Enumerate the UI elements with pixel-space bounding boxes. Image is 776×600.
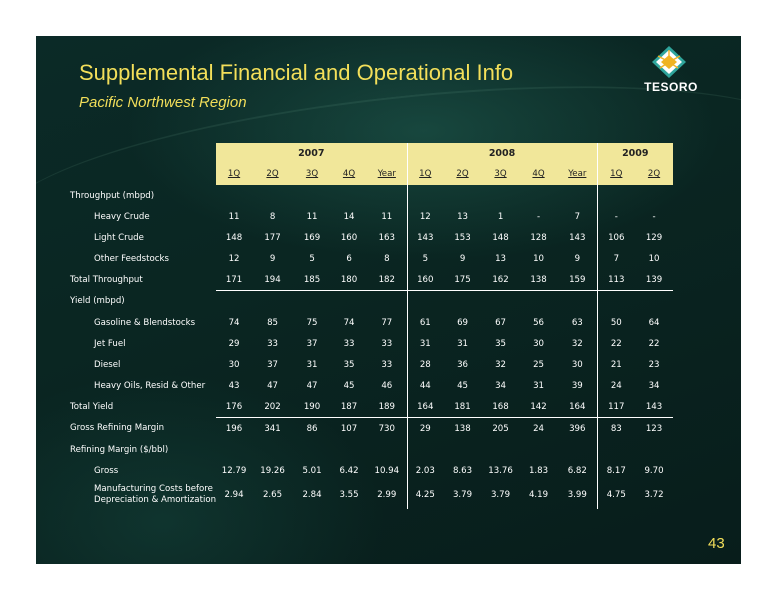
table-cell: 13.76	[488, 465, 513, 476]
table-cell: 47	[306, 380, 318, 391]
row-label	[70, 354, 216, 375]
table-cell: 5	[422, 253, 429, 264]
table-cell: 106	[608, 232, 625, 243]
table-cell: 31	[306, 359, 318, 370]
row-label	[70, 439, 216, 460]
table-cell-empty	[519, 185, 558, 206]
table-row	[70, 481, 673, 509]
row-label-text: Refining Margin ($/bbl)	[70, 444, 169, 455]
table-cell: 3.79	[452, 489, 473, 500]
row-label	[70, 418, 216, 440]
table-cell: 138	[454, 423, 471, 434]
table-cell-empty	[216, 439, 252, 460]
table-cell: 2.94	[224, 489, 244, 500]
table-row	[70, 291, 673, 313]
row-label-text: Heavy Oils, Resid & Other	[94, 380, 206, 391]
table-cell: 30	[228, 359, 240, 370]
row-label-text: Diesel	[94, 359, 121, 370]
table-cell: 194	[252, 269, 293, 291]
table-cell: 196	[225, 423, 243, 434]
table-cell: 22	[648, 338, 660, 349]
table-cell: 160	[340, 232, 358, 243]
table-cell-empty	[216, 291, 252, 313]
table-cell: 3.79	[490, 489, 511, 500]
row-label	[70, 227, 216, 248]
year-header-row	[70, 143, 673, 163]
table-cell: 138	[519, 269, 558, 291]
quarter-header-row	[70, 163, 673, 185]
table-cell: 169	[303, 232, 321, 243]
table-cell: 160	[407, 269, 443, 291]
table-cell: 34	[648, 380, 660, 391]
table-row	[70, 333, 673, 354]
table-cell: 11	[228, 211, 240, 222]
table-cell: 23	[648, 359, 660, 370]
table-cell: 2.99	[367, 481, 407, 509]
table-cell: 10.94	[367, 460, 407, 481]
row-label	[70, 312, 216, 333]
row-label	[70, 269, 216, 291]
table-cell: 175	[443, 269, 482, 291]
table-cell-empty	[558, 185, 597, 206]
table-cell: 8.17	[606, 465, 626, 476]
table-cell: 180	[331, 269, 367, 291]
table-cell: 24	[610, 380, 622, 391]
table-cell: 148	[225, 232, 243, 243]
table-cell-empty	[252, 185, 293, 206]
quarter-header: 2Q	[647, 169, 661, 179]
table-cell: 1	[497, 211, 504, 222]
table-row	[70, 269, 673, 291]
row-label-text: Manufacturing Costs before	[94, 484, 213, 494]
row-label-text: Total Throughput	[70, 274, 143, 285]
table-cell-empty	[597, 185, 635, 206]
table-row	[70, 439, 673, 460]
table-cell: 77	[367, 312, 407, 333]
table-cell: 113	[597, 269, 635, 291]
table-cell: 10	[533, 253, 545, 264]
quarter-header: 4Q	[342, 169, 356, 179]
table-cell-empty	[407, 185, 443, 206]
table-cell-empty	[597, 439, 635, 460]
table-cell: 56	[533, 317, 545, 328]
table-cell-empty	[407, 291, 443, 313]
table-cell: 33	[367, 354, 407, 375]
year-header-2009: 2009	[597, 143, 673, 163]
table-cell: 2.65	[262, 489, 283, 500]
table-cell-empty	[331, 185, 367, 206]
table-cell: 168	[482, 396, 519, 418]
row-label	[70, 396, 216, 418]
table-cell: 148	[492, 232, 509, 243]
row-label	[70, 185, 216, 206]
quarter-header: 1Q	[610, 169, 623, 179]
quarter-header: 2Q	[456, 169, 469, 179]
row-label	[70, 206, 216, 227]
table-cell: 9	[269, 253, 276, 264]
logo-wordmark: TESORO	[644, 80, 698, 94]
table-cell-empty	[367, 185, 407, 206]
table-row	[70, 206, 673, 227]
table-cell: 129	[645, 232, 663, 243]
table-cell: 341	[264, 423, 281, 434]
table-cell: 11	[367, 206, 407, 227]
table-cell: 25	[533, 359, 545, 370]
table-cell-empty	[482, 439, 519, 460]
table-row	[70, 312, 673, 333]
table-cell: 33	[367, 333, 407, 354]
year-header-2008: 2008	[407, 143, 597, 163]
table-cell-empty	[443, 291, 482, 313]
row-label-text: Yield (mbpd)	[70, 296, 125, 307]
table-cell: 185	[293, 269, 331, 291]
table-cell: 8	[367, 248, 407, 269]
table-cell: 10	[648, 253, 660, 264]
table-row	[70, 460, 673, 481]
table-cell-empty	[443, 439, 482, 460]
table-row	[70, 354, 673, 375]
table-cell-empty	[635, 291, 673, 313]
row-label	[70, 333, 216, 354]
table-cell-empty	[558, 439, 597, 460]
table-cell: 187	[331, 396, 367, 418]
row-label	[70, 248, 216, 269]
table-cell: 5	[309, 253, 315, 264]
table-cell: 45	[457, 380, 469, 391]
table-cell: 1.83	[528, 465, 549, 476]
page-number: 43	[708, 535, 725, 552]
table-cell: 43	[228, 380, 240, 391]
table-cell-empty	[252, 439, 293, 460]
table-cell: 164	[407, 396, 443, 418]
table-cell: 32	[558, 333, 597, 354]
table-cell: 2.03	[415, 465, 435, 476]
table-cell: -	[614, 211, 618, 222]
table-cell: 6.82	[558, 460, 597, 481]
table-cell-empty	[216, 185, 252, 206]
table-cell-empty	[597, 291, 635, 313]
table-cell: 31	[419, 338, 431, 349]
table-cell: 6.42	[339, 465, 359, 476]
slide	[36, 36, 741, 564]
table-cell: 61	[419, 317, 431, 328]
table-cell: 3.99	[558, 481, 597, 509]
table-cell-empty	[519, 439, 558, 460]
page-subtitle: Pacific Northwest Region	[79, 94, 247, 111]
row-label	[70, 375, 216, 396]
table-cell: 190	[293, 396, 331, 418]
table-cell: 36	[457, 359, 469, 370]
table-cell: 143	[558, 227, 597, 248]
table-cell: 14	[343, 211, 355, 222]
table-row	[70, 248, 673, 269]
table-row	[70, 418, 673, 440]
row-label-text: Throughput (mbpd)	[70, 190, 155, 201]
table-cell: 74	[343, 317, 355, 328]
table-row	[70, 227, 673, 248]
table-cell-empty	[407, 439, 443, 460]
table-cell-empty	[482, 185, 519, 206]
table-cell: 69	[457, 317, 469, 328]
table-cell-empty	[482, 291, 519, 313]
table-cell: 9	[558, 248, 597, 269]
quarter-header: 1Q	[227, 169, 241, 179]
table-cell: 189	[367, 396, 407, 418]
table-cell: 30	[533, 338, 545, 349]
table-cell: 19.26	[260, 465, 285, 476]
table-cell: 142	[519, 396, 558, 418]
quarter-header: 3Q	[494, 169, 507, 179]
table-cell: 164	[558, 396, 597, 418]
table-cell: 5.01	[302, 465, 322, 476]
table-cell: 182	[367, 269, 407, 291]
table-cell: 3.55	[339, 489, 359, 500]
table-cell: 37	[267, 359, 279, 370]
table-cell: 396	[558, 418, 597, 440]
table-cell: 171	[216, 269, 252, 291]
table-cell: 2.84	[302, 489, 322, 500]
row-label-text: Gasoline & Blendstocks	[94, 317, 196, 328]
table-cell: 28	[419, 359, 431, 370]
table-cell: 37	[306, 338, 318, 349]
table-cell: 12	[419, 211, 431, 222]
table-cell: 143	[635, 396, 673, 418]
table-row	[70, 375, 673, 396]
table-cell: 4.19	[528, 489, 549, 500]
row-label-text: Total Yield	[70, 401, 114, 412]
row-label-text: Other Feedstocks	[94, 253, 169, 264]
table-cell: 9	[459, 253, 466, 264]
table-cell: 64	[648, 317, 660, 328]
table-cell: 153	[454, 232, 471, 243]
table-cell: 139	[635, 269, 673, 291]
table-cell: 117	[597, 396, 635, 418]
table-cell: 202	[252, 396, 293, 418]
table-cell: 22	[610, 338, 622, 349]
table-cell: 33	[267, 338, 279, 349]
table-cell: 205	[492, 423, 509, 434]
quarter-header: 1Q	[419, 169, 432, 179]
table-cell-empty	[367, 439, 407, 460]
table-cell-empty	[443, 185, 482, 206]
table-cell: 35	[343, 359, 355, 370]
table-cell: 63	[558, 312, 597, 333]
quarter-header: Year	[377, 169, 396, 179]
table-cell: 29	[419, 423, 431, 434]
table-cell: 13	[457, 211, 469, 222]
table-cell: 4.75	[606, 489, 626, 500]
row-label	[70, 460, 216, 481]
table-cell-empty	[331, 291, 367, 313]
table-cell: 67	[495, 317, 507, 328]
table-cell-empty	[519, 291, 558, 313]
table-cell: 176	[216, 396, 252, 418]
row-label	[70, 291, 216, 313]
table-cell-empty	[635, 439, 673, 460]
table-cell-empty	[252, 291, 293, 313]
table-cell: 7	[558, 206, 597, 227]
table-cell: 128	[530, 232, 547, 243]
table-cell-empty	[293, 439, 331, 460]
table-cell: 11	[306, 211, 318, 222]
table-cell: -	[652, 211, 656, 222]
year-header-2007: 2007	[216, 143, 407, 163]
table-cell: 86	[306, 423, 318, 434]
table-cell: 730	[367, 418, 407, 440]
table-cell: 35	[495, 338, 507, 349]
table-cell: 46	[367, 375, 407, 396]
table-cell: 44	[419, 380, 431, 391]
table-cell: 30	[558, 354, 597, 375]
table-cell: -	[536, 211, 541, 222]
table-cell: 143	[417, 232, 434, 243]
table-row	[70, 396, 673, 418]
table-cell: 74	[228, 317, 240, 328]
table-cell-empty	[293, 291, 331, 313]
table-cell-empty	[367, 291, 407, 313]
table-cell: 32	[495, 359, 507, 370]
table-cell: 8	[269, 211, 276, 222]
financial-table	[70, 143, 673, 509]
row-label-text: Light Crude	[94, 232, 144, 243]
row-label	[70, 481, 216, 509]
table-cell: 6	[346, 253, 352, 264]
table-cell: 12	[228, 253, 240, 264]
table-cell: 31	[533, 380, 545, 391]
table-cell: 4.25	[415, 489, 435, 500]
quarter-header: Year	[568, 169, 587, 179]
row-label-text: Gross	[94, 465, 119, 476]
page-title: Supplemental Financial and Operational Info	[79, 60, 514, 85]
quarter-header: 4Q	[532, 169, 545, 179]
table-cell: 13	[495, 253, 507, 264]
table-cell: 39	[558, 375, 597, 396]
table-cell: 7	[613, 253, 620, 264]
table-cell-empty	[558, 291, 597, 313]
table-cell: 163	[367, 227, 407, 248]
table-cell: 50	[610, 317, 622, 328]
table-cell-empty	[331, 439, 367, 460]
table-cell: 12.79	[221, 465, 247, 476]
table-cell: 3.72	[644, 489, 664, 500]
table-cell: 45	[343, 380, 355, 391]
table-cell: 159	[558, 269, 597, 291]
table-cell: 177	[264, 232, 281, 243]
table-cell: 24	[533, 423, 545, 434]
table-cell: 162	[482, 269, 519, 291]
table-cell: 85	[267, 317, 279, 328]
table-cell: 107	[340, 423, 358, 434]
quarter-header: 3Q	[305, 169, 319, 179]
row-label-text: Heavy Crude	[94, 211, 150, 222]
row-label-text: Jet Fuel	[94, 338, 126, 349]
table-cell-empty	[293, 185, 331, 206]
table-cell: 47	[267, 380, 279, 391]
table-cell: 9.70	[644, 465, 664, 476]
table-cell-empty	[635, 185, 673, 206]
table-cell: 31	[457, 338, 469, 349]
table-cell: 75	[306, 317, 318, 328]
table-cell: 29	[228, 338, 240, 349]
table-cell: 83	[610, 423, 622, 434]
table-cell: 181	[443, 396, 482, 418]
table-cell: 34	[495, 380, 507, 391]
table-row	[70, 185, 673, 206]
table-cell: 33	[343, 338, 355, 349]
row-label-text-line2: Depreciation & Amortization	[94, 495, 217, 505]
table-cell: 8.63	[452, 465, 473, 476]
quarter-header: 2Q	[266, 169, 279, 179]
table-cell: 21	[610, 359, 622, 370]
table-cell: 123	[645, 423, 663, 434]
row-label-text: Gross Refining Margin	[70, 423, 165, 434]
